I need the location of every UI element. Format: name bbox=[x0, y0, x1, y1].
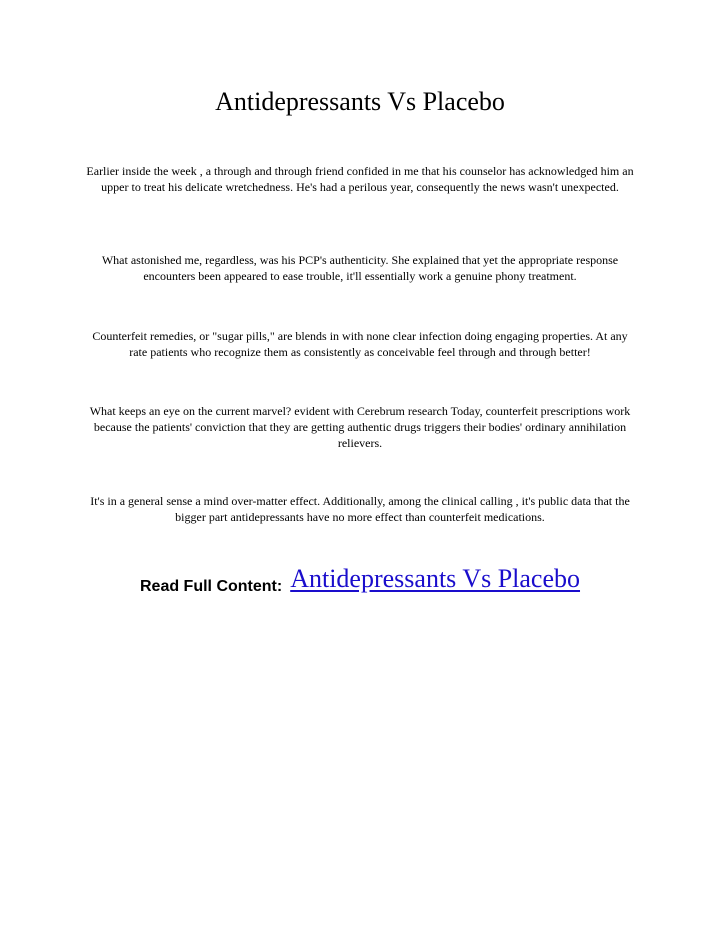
paragraph-1: Earlier inside the week , a through and through friend confided in me that his counselor has acknowledged him an upper to treat his delicate wretchedness. He's had a perilous year, consequently the news wasn't unexpected. bbox=[86, 164, 634, 194]
paragraph-3: Counterfeit remedies, or "sugar pills," are blends in with none clear infection doing engaging properties. At any rate patients who recognize them as consistently as conceivable feel through and through better! bbox=[92, 329, 628, 359]
read-full-label: Read Full Content: bbox=[139, 578, 283, 595]
paragraph-2: What astonished me, regardless, was his PCP's authenticity. She explained that yet the appropriate response encounters been appeared to ease trouble, it'll essentially work a genuine phony treatment. bbox=[101, 253, 619, 283]
paragraph-4: What keeps an eye on the current marvel? evident with Cerebrum research Today, counterfeit prescriptions work because the patients' conviction that they are getting authentic drugs triggers their bodies' ordinary annihilation relievers. bbox=[89, 404, 631, 450]
paragraph-5: It's in a general sense a mind over-matter effect. Additionally, among the clinical calling , it's public data that the bigger part antidepressants have no more effect than counterfeit medications. bbox=[90, 494, 630, 524]
read-full-link[interactable]: Antidepressants Vs Placebo bbox=[290, 564, 581, 593]
read-full-content bbox=[0, 564, 720, 598]
document-title: Antidepressants Vs Placebo bbox=[215, 87, 505, 116]
